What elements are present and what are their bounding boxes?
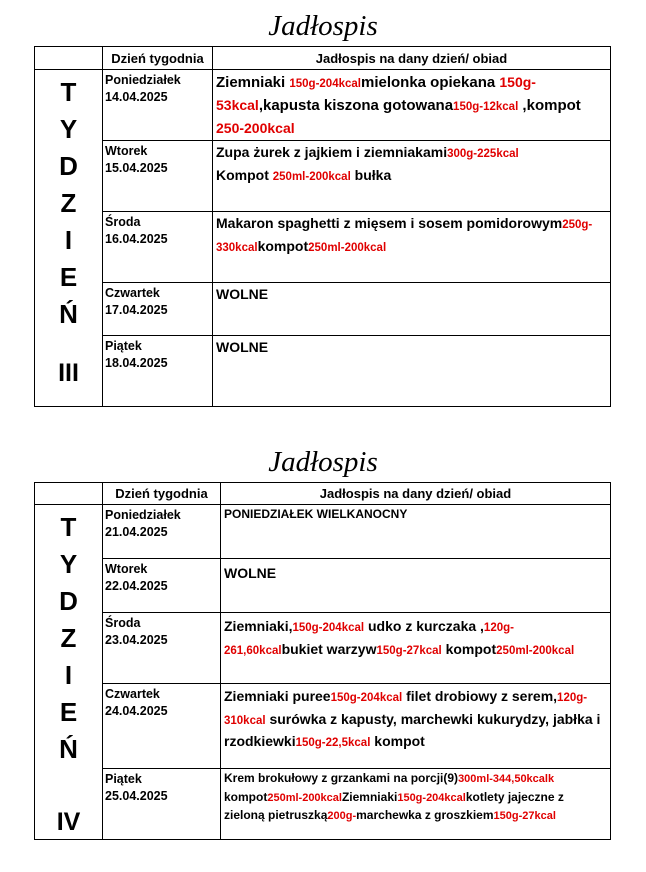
day-name: Wtorek bbox=[105, 562, 148, 576]
meal-cell bbox=[221, 505, 611, 559]
day-name: Piątek bbox=[105, 339, 142, 353]
meal-text: ,kapusta kiszona gotowana bbox=[258, 97, 454, 114]
day-date: 16.04.2025 bbox=[105, 232, 168, 246]
table-row bbox=[35, 505, 611, 559]
week-letter: Z bbox=[60, 188, 77, 218]
day-cell bbox=[103, 336, 213, 407]
day-cell bbox=[103, 559, 221, 613]
menu-table-week-3 bbox=[34, 46, 611, 407]
kcal-value: 300ml-344,50kcalk bbox=[458, 773, 555, 785]
meal-text: WOLNE bbox=[216, 286, 269, 302]
week-label bbox=[35, 505, 103, 840]
kcal-value: 250ml-200kcal bbox=[267, 791, 342, 804]
week-letter: I bbox=[64, 225, 73, 255]
day-name: Wtorek bbox=[105, 144, 148, 158]
table-row bbox=[35, 613, 611, 684]
meal-cell bbox=[213, 283, 611, 336]
meal-text: filet drobiowy z serem, bbox=[402, 688, 558, 704]
kcal-value: 120g-310kcal bbox=[224, 692, 588, 727]
week-letter: T bbox=[60, 77, 77, 107]
week-label bbox=[35, 70, 103, 407]
meal-text: udko z kurczaka , bbox=[364, 618, 484, 634]
meal-text: WOLNE bbox=[224, 565, 277, 581]
meal-text: bukiet warzyw bbox=[281, 640, 377, 657]
meal-text: surówka z kapusty, marchewki kukurydzy, jabłka i rzodkiewki bbox=[224, 710, 601, 749]
kcal-value: 200g- bbox=[327, 810, 357, 822]
page-title: Jadłospis bbox=[268, 10, 378, 42]
day-date: 14.04.2025 bbox=[105, 90, 168, 104]
table-row bbox=[35, 336, 611, 407]
meal-text: Ziemniaki bbox=[216, 74, 290, 91]
header-empty-cell bbox=[35, 47, 103, 70]
meal-cell bbox=[213, 336, 611, 407]
day-cell bbox=[103, 769, 221, 840]
day-cell bbox=[103, 212, 213, 283]
table-header-row bbox=[35, 483, 611, 505]
kcal-value: 300g-225kcal bbox=[447, 148, 519, 160]
day-name: Poniedziałek bbox=[105, 73, 181, 87]
meal-text: ,kompot bbox=[518, 97, 581, 114]
meal-cell bbox=[221, 769, 611, 840]
week-letter: E bbox=[59, 262, 78, 292]
kcal-value: 150g-204kcal bbox=[330, 692, 403, 704]
kcal-value: 150g-12kcal bbox=[453, 101, 519, 113]
day-cell bbox=[103, 505, 221, 559]
week-letter: Y bbox=[59, 114, 78, 144]
table-header-row bbox=[35, 47, 611, 70]
day-date: 18.04.2025 bbox=[105, 356, 168, 370]
meal-cell bbox=[221, 559, 611, 613]
meal-cell bbox=[221, 684, 611, 769]
day-cell bbox=[103, 283, 213, 336]
meal-text: Kompot bbox=[216, 166, 273, 183]
meal-cell bbox=[213, 141, 611, 212]
kcal-value: 120g-261,60kcal bbox=[224, 622, 514, 657]
table-row bbox=[35, 559, 611, 613]
kcal-value: 250g-330kcal bbox=[216, 219, 593, 254]
meal-text: WOLNE bbox=[216, 339, 269, 355]
week-letter: D bbox=[59, 151, 78, 181]
week-letter: Ń bbox=[59, 734, 78, 764]
header-day: Dzień tygodnia bbox=[103, 483, 221, 505]
week-letter: Y bbox=[59, 549, 78, 579]
meal-text: kompot bbox=[224, 789, 268, 804]
week-letter: T bbox=[60, 512, 77, 542]
table-row bbox=[35, 684, 611, 769]
meal-text: Makaron spaghetti z mięsem i sosem pomidorowym bbox=[216, 215, 563, 231]
day-cell bbox=[103, 684, 221, 769]
meal-text: Ziemniaki bbox=[341, 789, 398, 804]
meal-cell bbox=[213, 212, 611, 283]
meal-text: Krem brokułowy z grzankami na porcji(9) bbox=[224, 771, 459, 785]
kcal-value: 250ml-200kcal bbox=[272, 170, 351, 183]
day-name: Piątek bbox=[105, 772, 142, 786]
day-date: 22.04.2025 bbox=[105, 579, 168, 593]
meal-text: bułka bbox=[350, 166, 392, 183]
header-menu: Jadłospis na dany dzień/ obiad bbox=[213, 47, 611, 70]
kcal-value: 150g-204kcal bbox=[292, 622, 365, 634]
week-number: III bbox=[58, 359, 79, 387]
week-letter: Ń bbox=[59, 299, 78, 329]
header-empty-cell bbox=[35, 483, 103, 505]
day-date: 17.04.2025 bbox=[105, 303, 168, 317]
meal-text: Ziemniaki, bbox=[224, 618, 293, 634]
day-name: Czwartek bbox=[105, 687, 160, 701]
day-cell bbox=[103, 141, 213, 212]
day-date: 23.04.2025 bbox=[105, 633, 168, 647]
week-letter: E bbox=[59, 697, 78, 727]
kcal-value: 250ml-200kcal bbox=[496, 644, 575, 657]
table-row bbox=[35, 283, 611, 336]
meal-text: kompot bbox=[441, 640, 497, 657]
kcal-value: 250-200kcal bbox=[216, 120, 295, 136]
kcal-value: 150g-204kcal bbox=[397, 791, 466, 804]
meal-text: marchewka z groszkiem bbox=[356, 808, 494, 822]
day-date: 24.04.2025 bbox=[105, 704, 168, 718]
kcal-value: 150g-204kcal bbox=[289, 78, 361, 90]
day-name: Środa bbox=[105, 215, 141, 229]
week-letter: D bbox=[59, 586, 78, 616]
day-name: Środa bbox=[105, 616, 141, 630]
table-row bbox=[35, 141, 611, 212]
header-day: Dzień tygodnia bbox=[103, 47, 213, 70]
meal-text: PONIEDZIAŁEK WIELKANOCNY bbox=[224, 507, 408, 521]
meal-cell bbox=[221, 613, 611, 684]
menu-table-week-4 bbox=[34, 482, 611, 840]
kcal-value: 250ml-200kcal bbox=[308, 241, 387, 254]
day-date: 15.04.2025 bbox=[105, 161, 168, 175]
meal-text: kotlety jajeczne z zieloną pietruszką bbox=[224, 789, 564, 822]
meal-text: mielonka opiekana bbox=[360, 74, 500, 91]
kcal-value: 150g-27kcal bbox=[376, 644, 442, 657]
week-letter: Z bbox=[60, 623, 77, 653]
day-date: 21.04.2025 bbox=[105, 525, 168, 539]
day-cell bbox=[103, 70, 213, 141]
table-row bbox=[35, 212, 611, 283]
day-cell bbox=[103, 613, 221, 684]
meal-text: kompot bbox=[257, 237, 309, 254]
header-menu: Jadłospis na dany dzień/ obiad bbox=[221, 483, 611, 505]
day-name: Czwartek bbox=[105, 286, 160, 300]
kcal-value: 150g-22,5kcal bbox=[295, 737, 371, 749]
page-title: Jadłospis bbox=[268, 446, 378, 478]
table-row bbox=[35, 769, 611, 840]
meal-text: kompot bbox=[370, 733, 425, 749]
meal-cell bbox=[213, 70, 611, 141]
kcal-value: 150g-53kcal bbox=[216, 74, 536, 113]
table-row bbox=[35, 70, 611, 141]
day-date: 25.04.2025 bbox=[105, 789, 168, 803]
meal-text: Ziemniaki puree bbox=[224, 688, 331, 704]
week-letter: I bbox=[64, 660, 73, 690]
week-number: IV bbox=[56, 808, 81, 836]
meal-text: Zupa żurek z jajkiem i ziemniakami bbox=[216, 144, 448, 160]
kcal-value: 150g-27kcal bbox=[493, 810, 556, 822]
day-name: Poniedziałek bbox=[105, 508, 181, 522]
